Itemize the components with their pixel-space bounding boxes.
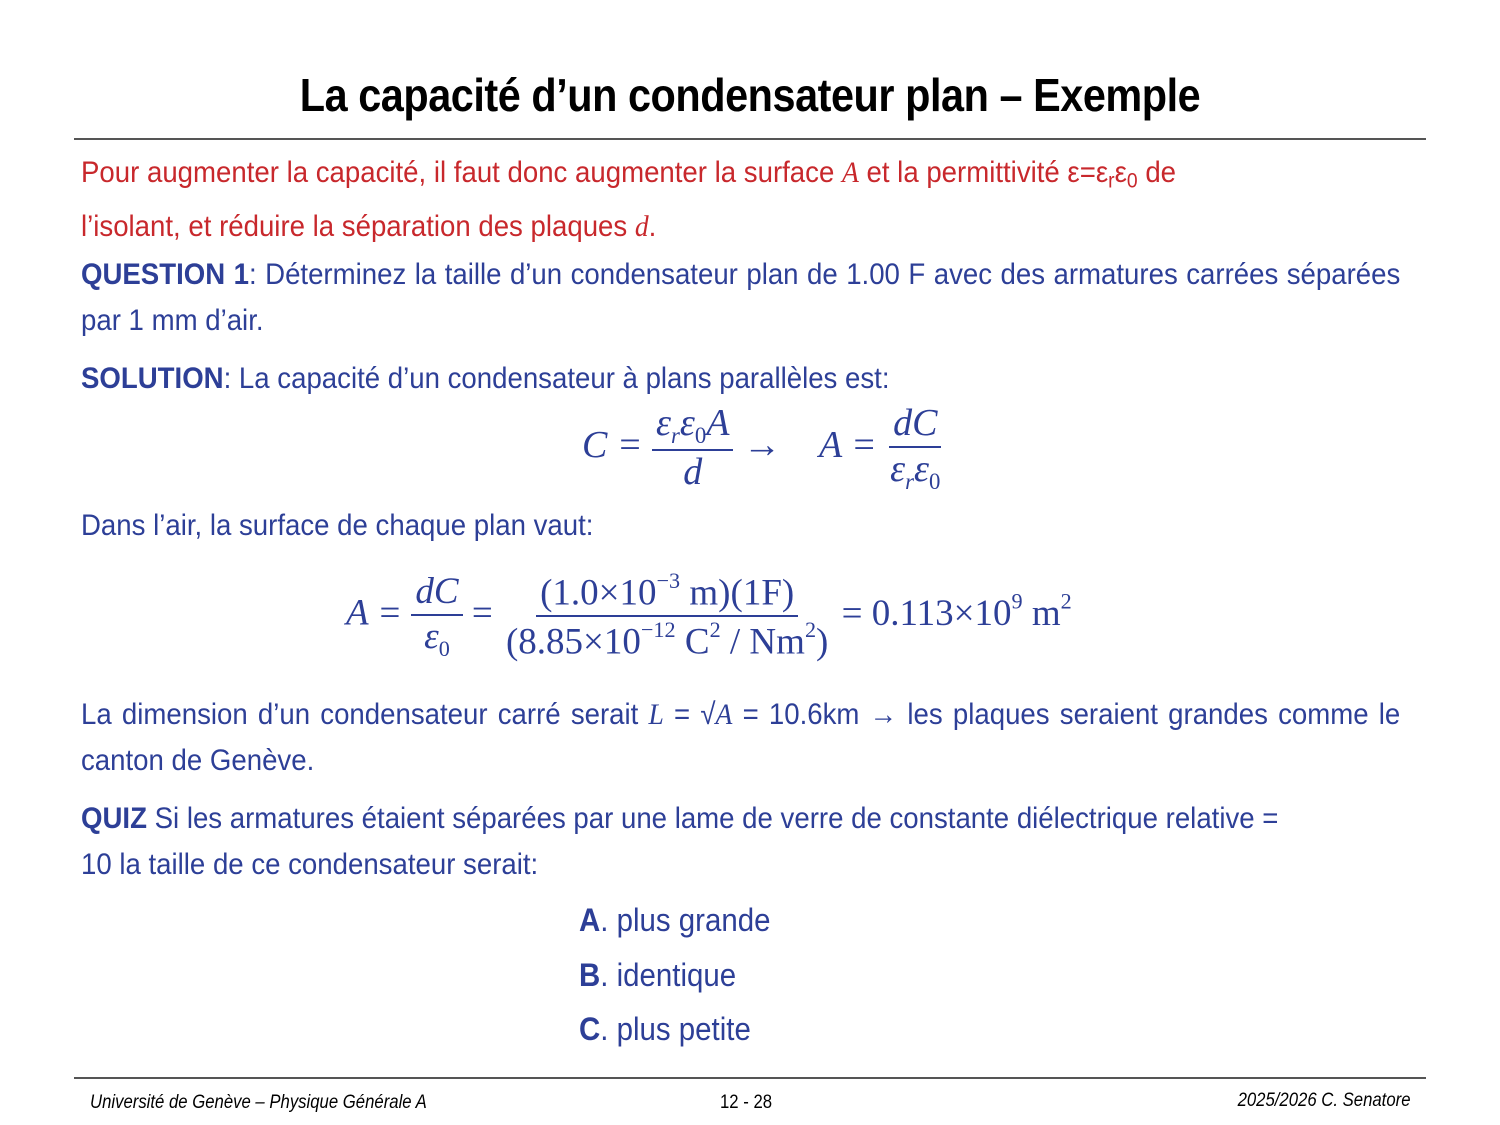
question-label: QUESTION 1 (81, 258, 249, 291)
var-A-2: A (715, 698, 733, 731)
intro-text-2: et la permittivité ε=ε (858, 156, 1109, 189)
var-d: d (634, 210, 649, 244)
footer-right: 2025/2026 C. Senatore (1237, 1090, 1410, 1111)
intro-text-3: de (1137, 156, 1177, 189)
footer-left: Université de Genève – Physique Générale A (90, 1092, 427, 1113)
footer-divider (74, 1077, 1426, 1079)
intro-text-1: Pour augmenter la capacité, il faut donc augmenter la surface (81, 156, 842, 189)
formula2-result: = $0.113\times 10^9$ $m^2$ (841, 588, 1072, 634)
formula1-fraction2: $\frac{dC}{\varepsilon_r\varepsilon_0}$ (890, 402, 941, 494)
quiz-option-c[interactable]: C. plus petite (579, 1011, 751, 1047)
formula1-lhs2: A = (818, 424, 877, 467)
solution-text: : La capacité d’un condensateur à plans parallèles est: (223, 362, 890, 395)
title-divider (74, 138, 1426, 140)
solution-label: SOLUTION (81, 362, 224, 395)
formula1-fraction: $\frac{\varepsilon_r\varepsilon_0A}{d}$ (652, 402, 733, 495)
intro-paragraph (81, 150, 1397, 250)
formula2-fraction2: $\frac{(1.0\times 10^{-3} m)(1F)}{(8.85\times 10^{-12} C^2 / Nm^2)}$ (505, 568, 829, 663)
formula2-lhs: A = (346, 592, 403, 634)
quiz-paragraph (81, 796, 1314, 888)
quiz-option-a[interactable]: A. plus grande (579, 902, 771, 938)
formula-capacitance (582, 402, 944, 495)
air-paragraph: Dans l’air, la surface de chaque plan vaut: (81, 509, 594, 542)
sqrt-symbol: = √ (663, 698, 716, 731)
var-L: L (648, 698, 664, 731)
solution-paragraph (81, 356, 1400, 402)
dimension-paragraph (81, 692, 1400, 784)
question-paragraph (81, 252, 1400, 344)
dimension-text-1: La dimension d’un condensateur carré serait (81, 698, 649, 731)
formula1-lhs: C = (582, 424, 643, 467)
question-text: : Déterminez la taille d’un condensateur plan de 1.00 F avec des armatures carrées séparées par 1 mm d’air. (81, 258, 1401, 337)
var-A: A (841, 156, 859, 189)
quiz-text: Si les armatures étaient séparées par une lame de verre de constante diélectrique relative = 10 la taille de ce condensateur serait: (81, 802, 1279, 881)
intro-text-4: l’isolant, et réduire la séparation des plaques (81, 210, 635, 244)
sub-r: r (1108, 169, 1115, 193)
arrow-icon: → (742, 424, 781, 467)
formula-area: A = $\frac{dC}{\varepsilon_0}$ = $\frac{(1.0\times 10^{-3} m)(1F)}{(8.85\times 10^{-12} C^2 / Nm^2)}$ = $0.113\times 10^9$ $m^2$ (346, 568, 1072, 663)
sub-0: 0 (1126, 169, 1138, 193)
epsilon: ε (1114, 156, 1127, 189)
intro-text-5: . (648, 210, 657, 244)
formula2-fraction1: $\frac{dC}{\varepsilon_0}$ (411, 571, 462, 661)
dimension-text-2: = 10.6km → les plaques seraient grandes comme le canton de Genève. (81, 698, 1401, 777)
quiz-option-b[interactable]: B. identique (579, 957, 737, 993)
quiz-label: QUIZ (81, 802, 147, 835)
footer-page-number: 12 - 28 (720, 1092, 773, 1113)
slide-title: La capacité d’un condensateur plan – Exemple (299, 69, 1201, 121)
